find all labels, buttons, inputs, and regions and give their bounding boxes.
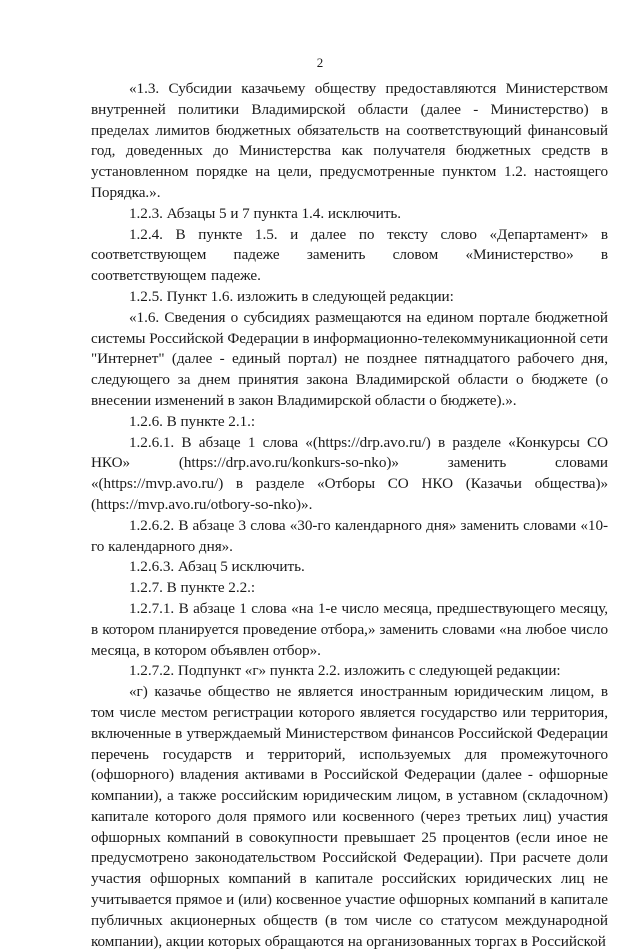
paragraph-amendment-1-2-6-1: 1.2.6.1. В абзаце 1 слова «(https://drp.avo.ru/) в разделе «Конкурсы СО НКО» (https://drp.avo.ru/konkurs-so-nko)» заменить словами «(https://mvp.avo.ru/) в разделе «Отборы СО НКО (Казачьи общества)» (https://mvp.avo.ru/otbory-so-nko)». <box>91 433 608 513</box>
paragraph-amendment-1-2-6-2: 1.2.6.2. В абзаце 3 слова «30-го календарного дня» заменить словами «10-го календарного дня». <box>91 516 608 555</box>
paragraph-amendment-1-2-5: 1.2.5. Пункт 1.6. изложить в следующей редакции: <box>129 287 454 305</box>
paragraph-amendment-1-2-7-1: 1.2.7.1. В абзаце 1 слова «на 1-е число месяца, предшествующего месяцу, в котором планируется проведение отбора,» заменить словами «на любое число месяца, в котором объявлен отбор». <box>91 599 608 659</box>
paragraph-amendment-1-2-6-3: 1.2.6.3. Абзац 5 исключить. <box>129 558 305 576</box>
paragraph-clause-1-6: «1.6. Сведения о субсидиях размещаются на едином портале бюджетной системы Российской Федерации в информационно-телекоммуникационной сети "Интернет" (далее - единый портал) не позднее пятнадцатого рабочего дня, следующего за днем принятия закона Владимирской области о бюджете (о внесении изменений в закон Владимирской области о бюджете).». <box>91 308 608 409</box>
paragraph-subsidy-clause-1-3: «1.3. Субсидии казачьему обществу предоставляются Министерством внутренней политики Владимирской области (далее - Министерство) в пределах лимитов бюджетных обязательств на соответствующий финансовый год, доведенных до Министерства как получателя бюджетных средств в установленном порядке на цели, предусмотренные пунктом 1.2. настоящего Порядка.». <box>91 80 608 201</box>
paragraph-amendment-1-2-6: 1.2.6. В пункте 2.1.: <box>129 412 256 430</box>
paragraph-amendment-1-2-7-2: 1.2.7.2. Подпункт «г» пункта 2.2. изложить с следующей редакции: <box>129 662 561 680</box>
paragraph-amendment-1-2-3: 1.2.3. Абзацы 5 и 7 пункта 1.4. исключить. <box>129 204 402 222</box>
document-body <box>91 79 608 952</box>
paragraph-subclause-g: «г) казачье общество не является иностранным юридическим лицом, в том числе местом регистрации которого является государство или территория, включенные в утверждаемый Министерством финансов Российской Федерации перечень государств и территорий, используемых для промежуточного (офшорного) владения активами в Российской Федерации (далее - офшорные компании), а также российским юридическим лицом, в уставном (складочном) капитале которого доля прямого или косвенного (через третьих лиц) участия офшорных компаний в совокупности превышает 25 процентов (если иное не предусмотрено законодательством Российской Федерации). При расчете доли участия офшорных компаний в капитале российских юридических лиц не учитывается прямое и (или) косвенное участие офшорных компаний в капитале публичных акционерных обществ (в том числе со статусом международной компании), акции которых обращаются на организованных торгах в Российской <box>91 683 608 950</box>
page-number: 2 <box>316 55 324 70</box>
paragraph-amendment-1-2-7: 1.2.7. В пункте 2.2.: <box>129 579 256 597</box>
paragraph-amendment-1-2-4: 1.2.4. В пункте 1.5. и далее по тексту слово «Департамент» в соответствующем падеже заменить словом «Министерство» в соответствующем падеже. <box>91 225 608 285</box>
